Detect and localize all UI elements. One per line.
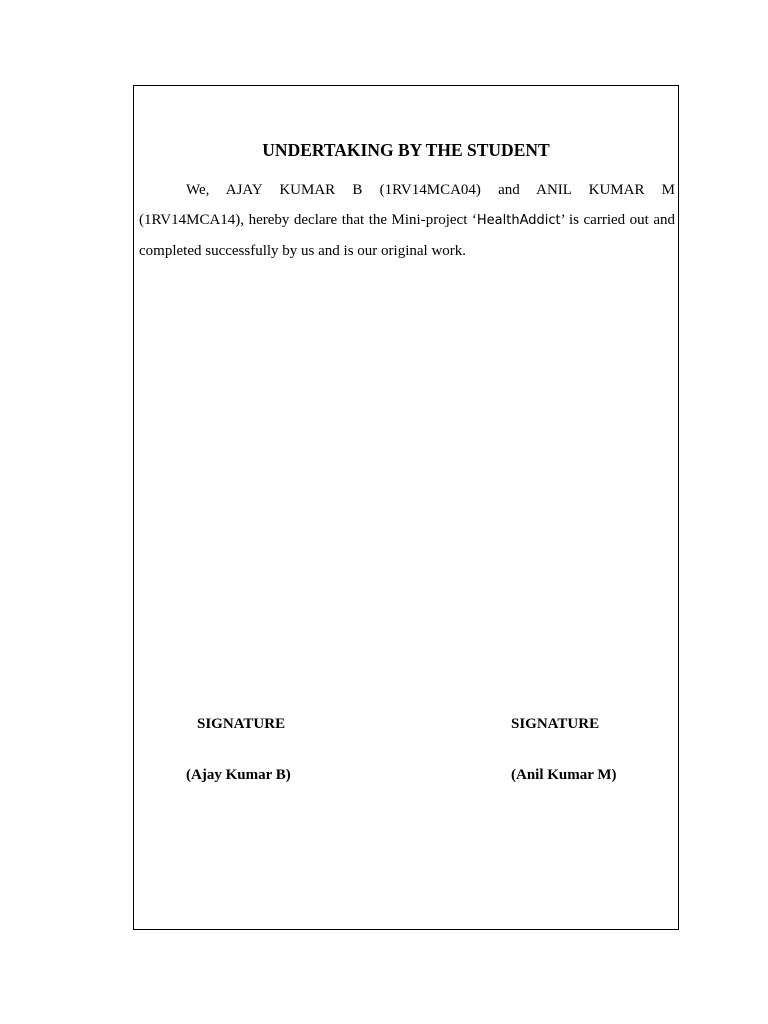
declaration-paragraph: [139, 175, 675, 266]
signatory-name-right: (Anil Kumar M): [511, 767, 617, 783]
project-name: HealthAddict: [476, 213, 561, 228]
declaration-text-start: We, AJAY KUMAR B (1RV14MCA04) and ANIL KUMAR M (1RV14MCA14), hereby declare that the Mini-project ‘: [139, 182, 675, 228]
page-title: UNDERTAKING BY THE STUDENT: [262, 140, 550, 160]
signature-label-left: SIGNATURE: [197, 716, 286, 732]
signatory-name-left: (Ajay Kumar B): [186, 767, 291, 783]
declaration-text-end: ’ is carried out and completed successfully by us and is our original work.: [139, 212, 675, 259]
signature-label-right: SIGNATURE: [511, 716, 600, 732]
